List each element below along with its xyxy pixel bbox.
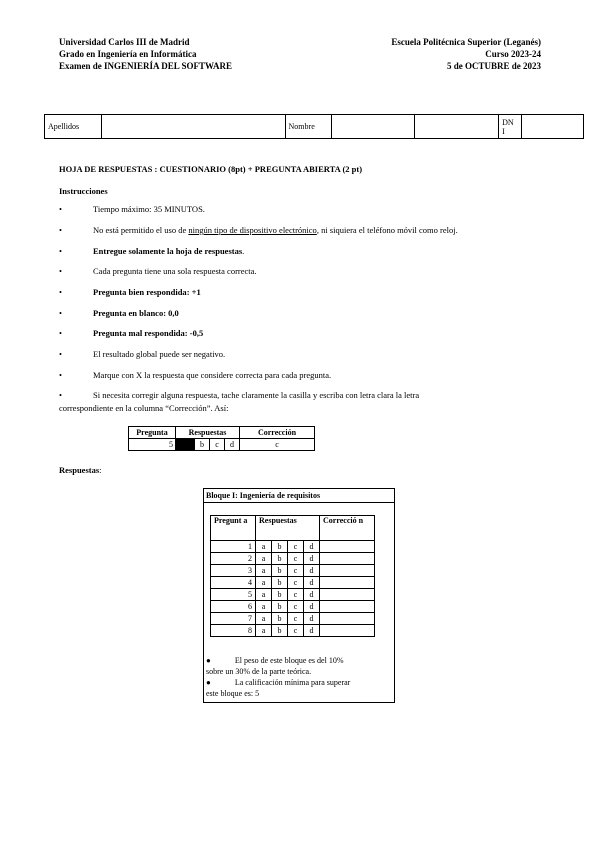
answers-heading: Respuestas: xyxy=(59,465,102,475)
example-table xyxy=(128,426,315,451)
instruction-blank-answer: • Pregunta en blanco: 0,0 xyxy=(59,308,179,318)
correction-cell[interactable] xyxy=(320,625,375,637)
bullet-icon: • xyxy=(59,328,62,338)
bullet-icon: • xyxy=(59,266,62,276)
answer-option-a[interactable]: a xyxy=(256,625,272,637)
exam-name: Examen de INGENIERÍA DEL SOFTWARE xyxy=(59,61,233,71)
question-number: 4 xyxy=(211,577,256,589)
course-year: Curso 2023-24 xyxy=(485,49,541,59)
question-number: 1 xyxy=(211,541,256,553)
university-name: Universidad Carlos III de Madrid xyxy=(59,37,190,47)
block-1-panel xyxy=(203,488,395,703)
instruction-correction-cont: correspondiente en la columna “Corrección”. Así: xyxy=(59,403,229,413)
answer-option-a[interactable]: a xyxy=(256,589,272,601)
instruction-only-sheet: • Entregue solamente la hoja de respuestas. xyxy=(59,246,245,256)
example-option-b: b xyxy=(195,439,210,451)
surname-label: Apellidos xyxy=(45,115,102,139)
bullet-icon: • xyxy=(59,370,62,380)
answer-row xyxy=(211,565,375,577)
answer-option-b[interactable]: b xyxy=(272,601,288,613)
degree-name: Grado en Ingeniería en Informática xyxy=(59,49,197,59)
block-1-note-minimum: ● La calificación mínima para superar este bloque es: 5 xyxy=(206,678,351,698)
example-option-c: c xyxy=(210,439,225,451)
device-emphasis: ningún tipo de dispositivo electrónico xyxy=(188,225,317,235)
answer-option-c[interactable]: c xyxy=(288,601,304,613)
answer-option-c[interactable]: c xyxy=(288,613,304,625)
header-question: Pregunt a xyxy=(211,516,256,541)
example-header-correction: Corrección xyxy=(240,427,315,439)
school-name: Escuela Politécnica Superior (Leganés) xyxy=(391,37,541,47)
dni-label: DN I xyxy=(499,115,522,139)
correction-cell[interactable] xyxy=(320,553,375,565)
note-bullet-icon: ● xyxy=(206,656,211,665)
example-option-d: d xyxy=(225,439,240,451)
question-number: 7 xyxy=(211,613,256,625)
answer-row xyxy=(211,577,375,589)
header-left xyxy=(59,36,232,72)
bullet-icon: • xyxy=(59,287,62,297)
dni-field[interactable] xyxy=(522,115,584,139)
header-answers: Respuestas xyxy=(256,516,320,541)
example-header-question: Pregunta xyxy=(129,427,176,439)
name-field[interactable] xyxy=(332,115,415,139)
answer-option-a[interactable]: a xyxy=(256,565,272,577)
header-correction: Correcció n xyxy=(320,516,375,541)
answer-sheet-title: HOJA DE RESPUESTAS : CUESTIONARIO (8pt) + PREGUNTA ABIERTA (2 pt) xyxy=(59,164,363,174)
instruction-devices: • No está permitido el uso de ningún tipo de dispositivo electrónico, ni siquiera el teléfono móvil como reloj. xyxy=(59,225,458,235)
identification-table xyxy=(44,114,584,139)
answer-option-c[interactable]: c xyxy=(288,541,304,553)
question-number: 3 xyxy=(211,565,256,577)
instruction-wrong-answer: • Pregunta mal respondida: -0,5 xyxy=(59,328,204,338)
answer-option-b[interactable]: b xyxy=(272,589,288,601)
answer-option-d[interactable]: d xyxy=(304,565,320,577)
bullet-icon: • xyxy=(59,246,62,256)
answer-option-b[interactable]: b xyxy=(272,613,288,625)
answer-option-c[interactable]: c xyxy=(288,577,304,589)
note-bullet-icon: ● xyxy=(206,678,211,687)
answer-option-a[interactable]: a xyxy=(256,541,272,553)
answer-row xyxy=(211,541,375,553)
answer-option-b[interactable]: b xyxy=(272,565,288,577)
bullet-icon: • xyxy=(59,308,62,318)
answer-row xyxy=(211,589,375,601)
correction-cell[interactable] xyxy=(320,565,375,577)
bullet-icon: • xyxy=(59,349,62,359)
answer-option-d[interactable]: d xyxy=(304,553,320,565)
question-number: 5 xyxy=(211,589,256,601)
question-number: 6 xyxy=(211,601,256,613)
name-field-extra[interactable] xyxy=(415,115,499,139)
block-1-title: Bloque I: Ingeniería de requisitos xyxy=(204,489,394,503)
example-header-answers: Respuestas xyxy=(176,427,240,439)
question-number: 2 xyxy=(211,553,256,565)
instruction-negative: • El resultado global puede ser negativo. xyxy=(59,349,226,359)
answer-option-d[interactable]: d xyxy=(304,625,320,637)
answer-option-a[interactable]: a xyxy=(256,613,272,625)
answer-option-d[interactable]: d xyxy=(304,613,320,625)
exam-date: 5 de OCTUBRE de 2023 xyxy=(446,61,541,71)
surname-field[interactable] xyxy=(101,115,285,139)
instruction-correction: • Si necesita corregir alguna respuesta, tache claramente la casilla y escriba con letra clara la letra xyxy=(59,390,420,400)
block-1-note-weight: ● El peso de este bloque es del 10% sobre un 30% de la parte teórica. xyxy=(206,656,344,676)
instructions-heading: Instrucciones xyxy=(59,186,108,196)
answer-option-b[interactable]: b xyxy=(272,625,288,637)
answer-option-c[interactable]: c xyxy=(288,625,304,637)
bullet-icon: • xyxy=(59,204,62,214)
answers-body xyxy=(211,541,375,637)
example-question-number: 5 xyxy=(129,439,176,451)
correction-cell[interactable] xyxy=(320,541,375,553)
header-right xyxy=(391,36,541,72)
instruction-right-answer: • Pregunta bien respondida: +1 xyxy=(59,287,201,297)
instruction-mark: • Marque con X la respuesta que considere correcta para cada pregunta. xyxy=(59,370,332,380)
name-label: Nombre xyxy=(285,115,332,139)
correction-cell[interactable] xyxy=(320,577,375,589)
answer-option-d[interactable]: d xyxy=(304,541,320,553)
correction-cell[interactable] xyxy=(320,601,375,613)
answer-option-a[interactable]: a xyxy=(256,553,272,565)
answer-option-b[interactable]: b xyxy=(272,553,288,565)
answer-option-c[interactable]: c xyxy=(288,565,304,577)
answer-row xyxy=(211,553,375,565)
example-correction-value: c xyxy=(240,439,315,451)
answer-option-d[interactable]: d xyxy=(304,577,320,589)
bullet-icon: • xyxy=(59,390,62,400)
answer-row xyxy=(211,613,375,625)
question-number: 8 xyxy=(211,625,256,637)
answer-option-a[interactable]: a xyxy=(256,601,272,613)
bullet-icon: • xyxy=(59,225,62,235)
answer-option-b[interactable]: b xyxy=(272,541,288,553)
instruction-time: • Tiempo máximo: 35 MINUTOS. xyxy=(59,204,205,214)
answer-option-c[interactable]: c xyxy=(288,589,304,601)
answer-option-c[interactable]: c xyxy=(288,553,304,565)
answer-option-d[interactable]: d xyxy=(304,589,320,601)
answer-option-b[interactable]: b xyxy=(272,577,288,589)
correction-cell[interactable] xyxy=(320,613,375,625)
answer-option-d[interactable]: d xyxy=(304,601,320,613)
instruction-one-correct: • Cada pregunta tiene una sola respuesta correcta. xyxy=(59,266,257,276)
example-option-crossed xyxy=(176,439,195,451)
block-1-answers-table xyxy=(210,515,375,637)
answer-option-a[interactable]: a xyxy=(256,577,272,589)
answer-row xyxy=(211,625,375,637)
answer-row xyxy=(211,601,375,613)
correction-cell[interactable] xyxy=(320,589,375,601)
